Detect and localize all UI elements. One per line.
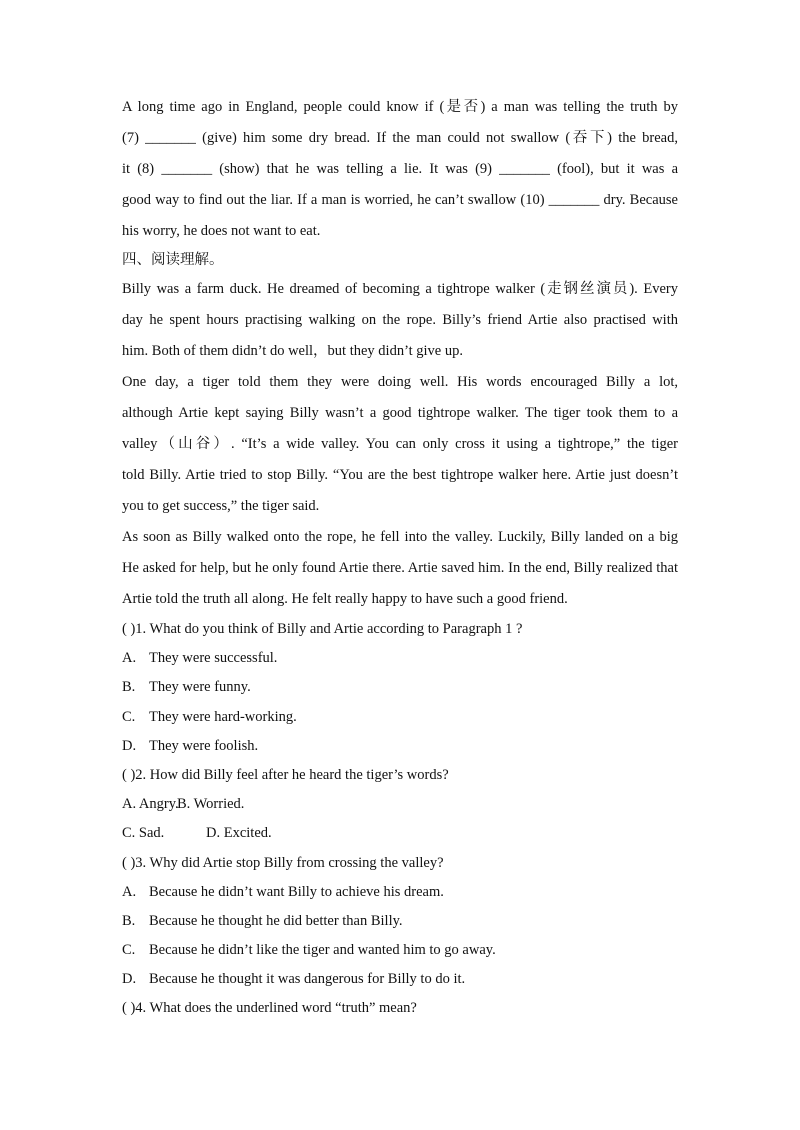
passage-p2-line-3: valley（山谷）. “It’s a wide valley. You can only cross it using a tightrope,” the tiger	[122, 436, 678, 452]
section-heading: 四、阅读理解。	[122, 252, 224, 268]
passage-p3-line-2: He asked for help, but he only found Artie there. Artie saved him. In the end, Billy realized that	[122, 560, 678, 576]
option-letter: B.	[122, 679, 136, 696]
question-1-stem: ( )1. What do you think of Billy and Artie according to Paragraph 1 ?	[122, 621, 523, 637]
question-1-option-a	[122, 644, 678, 673]
question-2-options-row-2	[122, 819, 678, 848]
option-text: They were successful.	[149, 650, 278, 667]
question-2-stem: ( )2. How did Billy feel after he heard the tiger’s words?	[122, 766, 449, 783]
question-3-stem: ( )3. Why did Artie stop Billy from crossing the valley?	[122, 854, 444, 871]
passage-p2-line-5: you to get success,” the tiger said.	[122, 498, 320, 514]
passage-p1-line-2: day he spent hours practising walking on the rope. Billy’s friend Artie also practised with	[122, 312, 678, 328]
passage-p2-line-4: told Billy. Artie tried to stop Billy. “You are the best tightrope walker here. Artie just doesn’t	[122, 467, 678, 483]
questions	[122, 615, 678, 1024]
option-letter: A.	[122, 883, 137, 900]
option-text: They were hard-working.	[149, 708, 297, 725]
option-letter: C.	[122, 942, 136, 959]
option-letter: D.	[122, 971, 137, 988]
question-3-option-b	[122, 907, 678, 936]
cloze-passage	[122, 92, 678, 247]
passage-p3-line-3: Artie told the truth all along. He felt really happy to have such a good friend.	[122, 591, 568, 607]
option-letter: D.	[122, 737, 137, 754]
option-a: A. Angry.	[122, 796, 179, 813]
option-d: D. Excited.	[206, 825, 272, 842]
question-4-stem: ( )4. What does the underlined word “truth” mean?	[122, 1000, 417, 1017]
document-page	[122, 92, 678, 1024]
option-text: Because he thought he did better than Billy.	[149, 912, 403, 929]
option-text: Because he didn’t want Billy to achieve his dream.	[149, 883, 444, 900]
option-text: Because he thought it was dangerous for Billy to do it.	[149, 971, 466, 988]
passage-p2-line-1: One day, a tiger told them they were doing well. His words encouraged Billy a lot,	[122, 374, 678, 390]
passage-p3-line-1: As soon as Billy walked onto the rope, he fell into the valley. Luckily, Billy landed on a big	[122, 529, 678, 545]
option-text: They were foolish.	[149, 737, 259, 754]
question-1-option-b	[122, 673, 678, 702]
cloze-line-5: his worry, he does not want to eat.	[122, 223, 321, 239]
cloze-line-1: A long time ago in England, people could know if (是否) a man was telling the truth by	[122, 99, 678, 115]
option-text: Because he didn’t like the tiger and wanted him to go away.	[149, 942, 496, 959]
option-letter: C.	[122, 708, 136, 725]
option-letter: A.	[122, 650, 137, 667]
option-b: B. Worried.	[177, 796, 245, 813]
cloze-line-4: good way to find out the liar. If a man is worried, he can’t swallow (10) _______ dry. Because	[122, 192, 678, 208]
reading-passage	[122, 274, 678, 615]
option-letter: B.	[122, 912, 136, 929]
option-text: They were funny.	[149, 679, 251, 696]
question-2-options-row-1	[122, 790, 678, 819]
cloze-line-3: it (8) _______ (show) that he was telling a lie. It was (9) _______ (fool), but it was a	[122, 161, 678, 177]
question-1-option-c	[122, 703, 678, 732]
option-c: C. Sad.	[122, 825, 165, 842]
passage-p1-line-1: Billy was a farm duck. He dreamed of becoming a tightrope walker (走钢丝演员). Every	[122, 281, 678, 297]
question-3-option-a	[122, 878, 678, 907]
question-1-option-d	[122, 732, 678, 761]
cloze-line-2: (7) _______ (give) him some dry bread. If the man could not swallow (吞下) the bread,	[122, 130, 678, 146]
question-3-option-c	[122, 936, 678, 965]
passage-p1-line-3: him. Both of them didn’t do well，but they didn’t give up.	[122, 343, 463, 359]
passage-p2-line-2: although Artie kept saying Billy wasn’t a good tightrope walker. The tiger took them to a	[122, 405, 678, 421]
question-3-option-d	[122, 965, 678, 994]
